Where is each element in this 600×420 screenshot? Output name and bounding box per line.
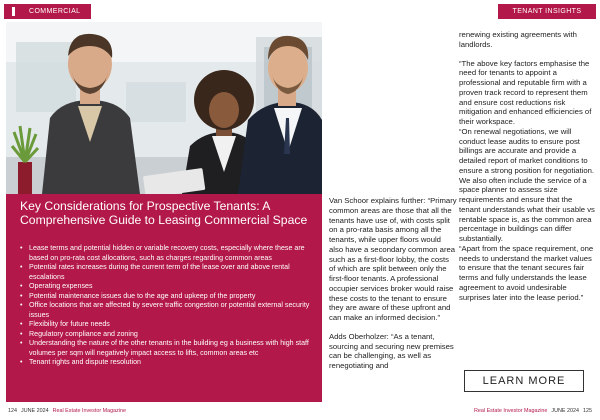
article-paragraph: “The above key factors emphasise the need for tenants to appoint a professional and reputable firm with a proven track record to represent them and ensure cost reductions risk mitigation and enhanced efficiencies of their workspace. <box>459 58 592 126</box>
section-tag-label: TENANT INSIGHTS <box>512 8 582 15</box>
article-paragraph: “Apart from the space requirement, one needs to understand the market values to ensure that the tenant secures fair terms and fully understands the lease agreement to avoid undesirable surprises later into the lease period.” <box>459 243 594 302</box>
learn-more-button[interactable]: LEARN MORE <box>464 370 584 392</box>
list-item: • Potential maintenance issues due to the age and upkeep of the property <box>20 292 318 302</box>
article-paragraph: Adds Oberholzer: “As a tenant, sourcing and securing new premises can be challenging, as well as renegotiating and <box>329 331 454 370</box>
list-item: • Understanding the nature of the other tenants in the building eg a business with high staff volumes per sqm will negatively impact access to lifts, common areas etc <box>20 339 318 358</box>
issue-date: JUNE 2024 <box>551 408 579 414</box>
list-item: • Office locations that are affected by severe traffic congestion or potential external security issues <box>20 301 318 320</box>
office-people-image <box>6 22 322 194</box>
considerations-list <box>20 244 318 368</box>
list-item: • Tenant rights and dispute resolution <box>20 358 318 368</box>
section-tag-commercial <box>4 4 91 19</box>
feature-title: Key Considerations for Prospective Tenants: A Comprehensive Guide to Leasing Commercial Space <box>20 199 308 227</box>
feature-box <box>6 194 322 402</box>
article-column-right <box>459 30 595 302</box>
article-column-middle <box>329 196 457 371</box>
list-item: • Operating expenses <box>20 282 318 292</box>
section-tag-label: COMMERCIAL <box>29 8 81 15</box>
section-tag-tenant-insights <box>498 4 596 19</box>
list-item: • Potential rates increases during the current term of the lease over and above rental escalations <box>20 263 318 282</box>
footer-right <box>474 406 592 416</box>
footer-left <box>8 406 126 416</box>
list-item: • Flexibility for future needs <box>20 320 318 330</box>
page-number: 125 <box>583 408 592 414</box>
list-item: • Regulatory compliance and zoning <box>20 330 318 340</box>
feature-photo <box>6 22 322 194</box>
article-paragraph: “On renewal negotiations, we will conduct lease audits to ensure post billings are accurate and provide a detailed report of market conditions to ensure a strong position for negotiation. We also often include the service of a space planner to assess size requirements and ensure that the tenant understands what their usable vs rentable space is, as the common area percentage in buildings can differ substantially. <box>459 126 595 243</box>
article-paragraph: renewing existing agreements with landlords. <box>459 30 577 49</box>
issue-date: JUNE 2024 <box>21 408 49 414</box>
page-number: 124 <box>8 408 17 414</box>
article-paragraph: Van Schoor explains further: “Primary common areas are those that all the tenants have use of, with costs split on a pro-rata basis among all the tenants, while upper floors would also have a secondary common area such as a first-floor lobby, the costs of which are split between only the first-floor tenants. A professional occupier services broker would raise these costs to the tenant to ensure they are aware of these upfront and can make an informed decision.” <box>329 196 457 322</box>
magazine-name: Real Estate Investor Magazine <box>474 408 548 414</box>
magazine-name: Real Estate Investor Magazine <box>52 408 126 414</box>
list-item: • Lease terms and potential hidden or variable recovery costs, especially where these are based on pro-rata cost allocations, such as charges regarding common areas <box>20 244 318 263</box>
